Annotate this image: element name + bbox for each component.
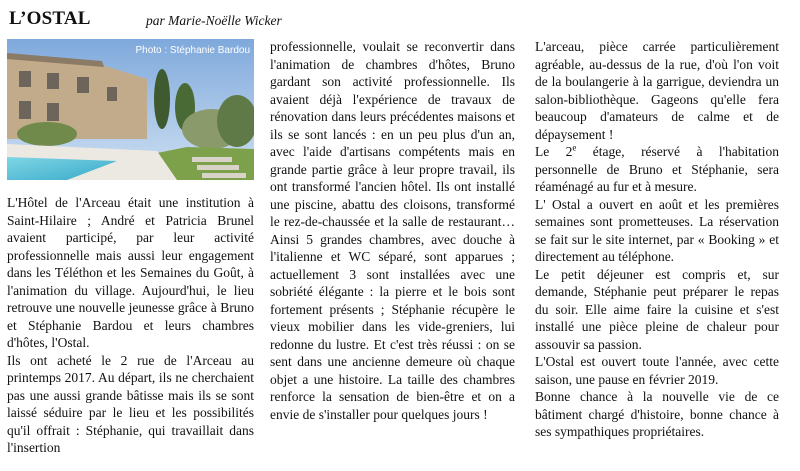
paragraph-text: étage, réservé à l'habitation personnelle de Bruno et Stéphanie, sera réaménagé au fur et à mesure. <box>535 144 780 194</box>
column-3 <box>535 38 779 441</box>
column-2 <box>270 38 515 423</box>
article-photo <box>7 39 254 180</box>
column-1 <box>7 39 254 457</box>
paragraph: Ils ont acheté le 2 rue de l'Arceau au printemps 2017. Au départ, ils ne cherchaient pas une aussi grande bâtisse mais ils se sont laissé séduire par le lieu et les possibilités qu'il offrait : Stéphanie, qui travaillait dans l'insertion <box>7 352 254 455</box>
paragraph: Le petit déjeuner est compris et, sur demande, Stéphanie peut préparer le repas du soir. Elle aime faire la cuisine et s'est installé une pièce pleine de chaleur pour assouvir sa passion. <box>535 266 779 352</box>
paragraph: L' Ostal a ouvert en août et les premières semaines sont prometteuses. La réservation se fait sur le site internet, par « Booking » et directement au téléphone. <box>535 196 779 264</box>
hotel-pool-photo <box>7 39 254 180</box>
article-header <box>9 8 789 34</box>
article-title: L’OSTAL <box>9 8 91 29</box>
superscript: e <box>572 142 577 153</box>
paragraph: L'Ostal est ouvert toute l'année, avec cette saison, une pause en février 2019. <box>535 354 779 387</box>
photo-credit: Photo : Stéphanie Bardou <box>135 45 250 56</box>
paragraph: L'arceau, pièce carrée particulièrement agréable, au-dessus de la rue, d'où l'on voit de la boulangerie à la garrigue, deviendra un salon-bibliothèque. Gageons qu'elle fera beaucoup d'amateurs de calme et de dépaysement ! <box>535 39 779 142</box>
paragraph <box>535 143 779 196</box>
paragraph: L'Hôtel de l'Arceau était une institution à Saint-Hilaire ; André et Patricia Brunel avaient participé, par leur activité professionnelle mais aussi leur engagement dans les Téléthon et les Semaines du Goût, à l'animation du village. Aujourd'hui, le lieu retrouve une nouvelle jeunesse grâce à Bruno et Stéphanie Bardou et leurs chambres d'hôtes, l'Ostal. <box>7 195 254 350</box>
paragraph: professionnelle, voulait se reconvertir dans l'animation de chambres d'hôtes, Bruno gardant son activité professionnelle. Ils avaient déjà l'expérience de travaux de rénovation dans leurs précédentes maisons et ils se sont lancés : en un peu plus d'un an, avec l'aide d'artisans compétents mais en grande partie grâce à leur propre travail, ils ont transformé l'ancien hôtel. Ils ont installé une piscine, abattu des cloisons, transformé le rez-de-chaussée et la salle de restaurant… Ainsi 5 grandes chambres, avec douche à l'italienne et WC séparé, sont apparues ; actuellement 3 sont installées avec une sobriété élégante : la pierre et le bois sont fortement présents ; Stéphanie récupère le vieux mobilier dans les vide-greniers, lui redonne du lustre. Et c'est très réussi : on se sent dans une ancienne demeure où chaque objet a une histoire. La taille des chambres renforce la sensation de bien-être et on a envie de s'installer pour quelques jours ! <box>270 39 515 422</box>
paragraph: Bonne chance à la nouvelle vie de ce bâtiment chargé d'histoire, bonne chance à ses sympathiques propriétaires. <box>535 389 779 439</box>
paragraph-text: Le 2 <box>535 144 573 159</box>
article-byline: par Marie-Noëlle Wicker <box>146 13 282 28</box>
